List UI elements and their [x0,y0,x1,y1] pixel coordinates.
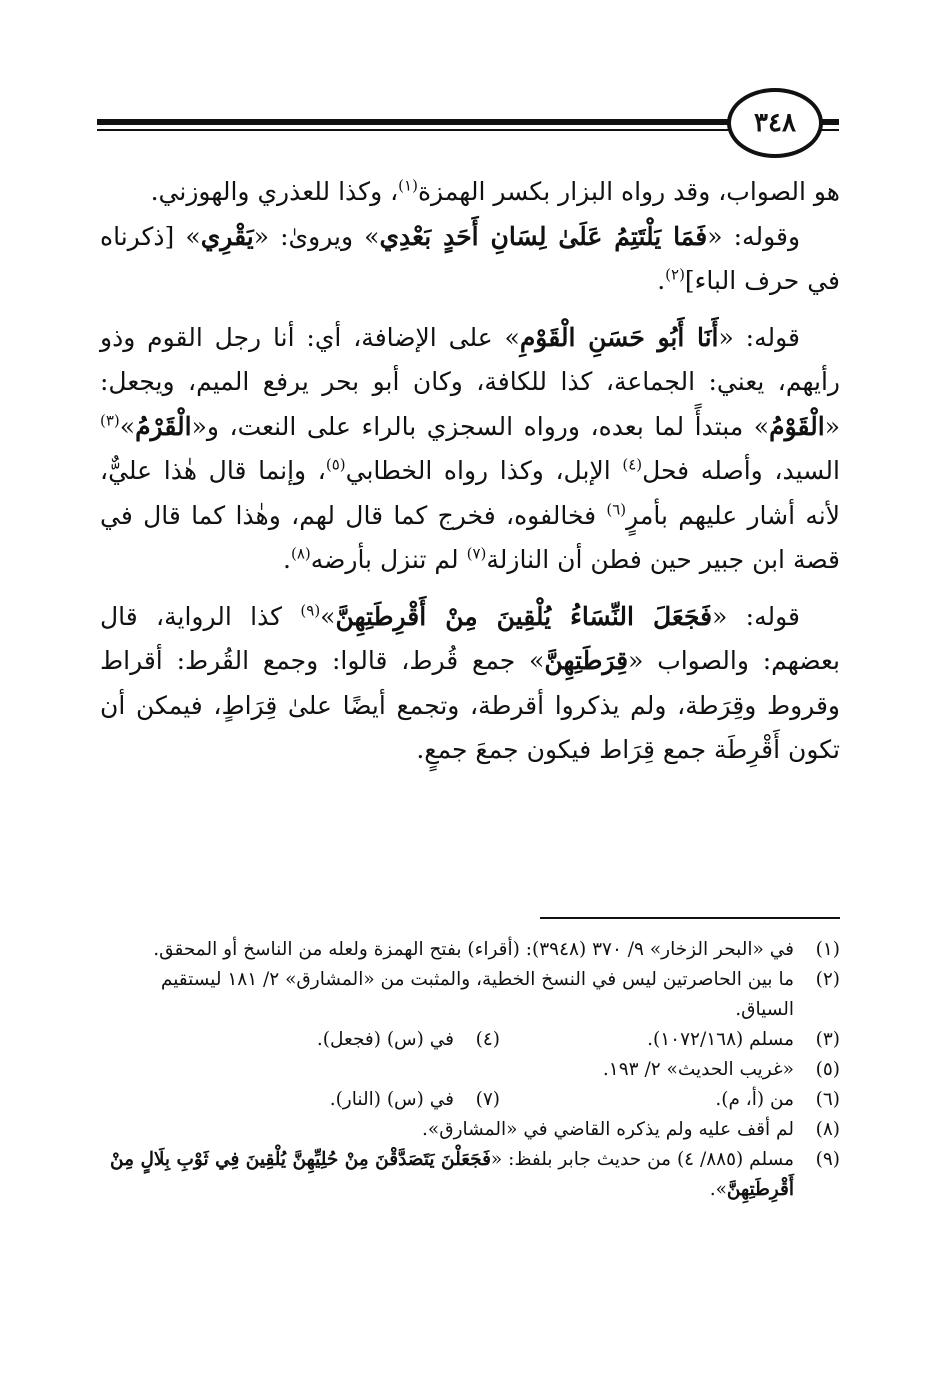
hadith-quote: فَجَعَلَ النِّسَاءُ يُلْقِينَ مِنْ أَقْرِطَتِهِنَّ [335,601,713,631]
text-run: هو الصواب، وقد رواه البزار بكسر الهمزة [417,177,840,206]
footnote-ref-5[interactable]: (٥) [325,455,346,474]
footnote-number: (٧) [475,1089,500,1110]
text-run: » [ذكرناه في حرف الباء] [100,221,840,295]
footnote-text: مسلم (١٠٧٢/١٦٨). [647,1029,794,1050]
footnote-number: (٥) [815,1059,840,1080]
footnote-5 [100,1055,840,1085]
footnote-ref-6[interactable]: (٦) [606,500,627,519]
footnote-text [100,1145,794,1205]
hadith-quote: فَمَا يَلْتَتِمُ عَلَىٰ لِسَانِ أَحَدٍ بَعْدِي [379,221,708,251]
text-run: » مبتدأً لما بعده، ورواه السجزي بالراء على النعت، و« [191,411,770,441]
paragraph-3 [100,316,840,583]
text-run: وقوله: « [707,221,801,251]
hadith-quote: أَنَا أَبُو حَسَنِ الْقَوْمِ [519,322,719,352]
text-run: . [657,266,666,295]
main-text [100,170,840,773]
text-run: ». [709,1179,727,1200]
text-run: قوله: « [712,601,800,631]
text-run: » ويروىٰ: « [253,221,380,251]
text-run: ، وكذا للعذري والهوزني. [150,177,399,206]
footnote-text: من (أ، م). [715,1089,794,1110]
footnote-text: «غريب الحديث» ٢/ ١٩٣. [602,1059,794,1080]
text-run: مسلم (٨٨٥/ ٤) من حديث جابر بلفظ: « [490,1149,794,1170]
footnote-text: لم أقف عليه ولم يذكره القاضي في «المشارق». [422,1119,794,1140]
header-rule-thick [97,119,747,125]
text-run: الإبل، وكذا رواه الخطابي [345,456,623,485]
hadith-quote: فَجَعَلْنَ يَتَصَدَّقْنَ مِنْ حُلِيِّهِنَّ يُلْقِينَ فِي ثَوْبِ بِلَالٍ مِنْ أَقْرِطَتِهِنَّ [110,1149,794,1200]
footnote-3 [500,1025,840,1055]
text-run: فخالفوه، فخرج كما قال لهم، وهٰذا كما قال في قصة ابن جبير حين فطن أن النازلة [100,500,840,574]
text-run: ، وإنما قال هٰذا عليٌّ، لأنه أشار عليهم بأمرٍ [100,456,840,530]
footnote-2 [100,965,840,1025]
footnote-text: في (س) (النار). [329,1089,454,1110]
footnote-ref-4[interactable]: (٤) [622,455,643,474]
footnote-text: في (س) (فجعل). [316,1029,454,1050]
paragraph-1 [100,170,840,215]
footnote-number: (٩) [815,1149,840,1170]
footnote-number: (٤) [475,1029,500,1050]
hadith-variant: قِرَطَتِهِنَّ [544,646,629,675]
text-run: السيد، وأصله فحل [642,456,840,485]
paragraph-4 [100,595,840,773]
text-run: » [320,601,336,631]
text-run: كذا الرواية، قال بعضهم: والصواب « [100,601,840,675]
footnote-separator [540,917,840,919]
text-run: » [119,411,136,441]
header-rule-thin [97,129,747,131]
footnote-number: (٢) [815,969,840,990]
text-run: لم تنزل بأرضه [310,545,467,574]
hadith-variant: الْقَوْمُ [769,411,825,441]
page-number: ٣٤٨ [727,88,823,158]
footnote-ref-7[interactable]: (٧) [466,544,487,563]
text-run: . [283,545,291,574]
footnote-number: (٦) [815,1089,840,1110]
footnotes [100,935,840,1205]
footnote-ref-3[interactable]: (٣) [100,411,120,430]
footnote-ref-2[interactable]: (٢) [665,265,685,284]
footnote-pair-6-7 [100,1085,840,1115]
footnote-number: (٣) [815,1029,840,1050]
hadith-variant: يَقْرِي [200,221,254,251]
footnote-text: ما بين الحاصرتين ليس في النسخ الخطية، والمثبت من «المشارق» ٢/ ١٨١ ليستقيم السياق. [160,969,794,1020]
text-run: » جمع قُرط، قالوا: وجمع القُرط: أقراط وقروط وقِرَطة، ولم يذكروا أقرطة، وتجمع أيضًا علىٰ قِرَاطٍ، فيمكن أن تكون أَقْرِطَة جمع قِرَاط فيكون جمعَ جمعٍ. [100,646,840,764]
footnote-pair-3-4 [100,1025,840,1055]
footnote-7 [160,1085,500,1115]
footnote-text: في «البحر الزخار» ٩/ ٣٧٠ (٣٩٤٨): (أقراء) بفتح الهمزة ولعله من الناسخ أو المحقق. [153,939,794,960]
footnote-number: (٨) [815,1119,840,1140]
footnote-9 [100,1145,840,1205]
hadith-variant: الْقَرْمُ [135,411,192,441]
footnote-ref-8[interactable]: (٨) [290,544,311,563]
paragraph-2 [100,215,840,304]
footnote-1 [100,935,840,965]
footnote-4 [160,1025,500,1055]
footnote-ref-1[interactable]: (١) [398,176,418,195]
footnote-number: (١) [815,939,840,960]
footnote-6 [500,1085,840,1115]
footnote-8 [100,1115,840,1145]
footnote-ref-9[interactable]: (٩) [300,601,321,620]
text-run: قوله: « [718,322,800,352]
text-run: » على الإضافة، أي: أنا رجل القوم وذو رأيهم، يعني: الجماعة، كذا للكافة، وكان أبو بحر يرفع الميم، ويجعل: « [100,322,840,441]
header-rule [97,119,747,135]
